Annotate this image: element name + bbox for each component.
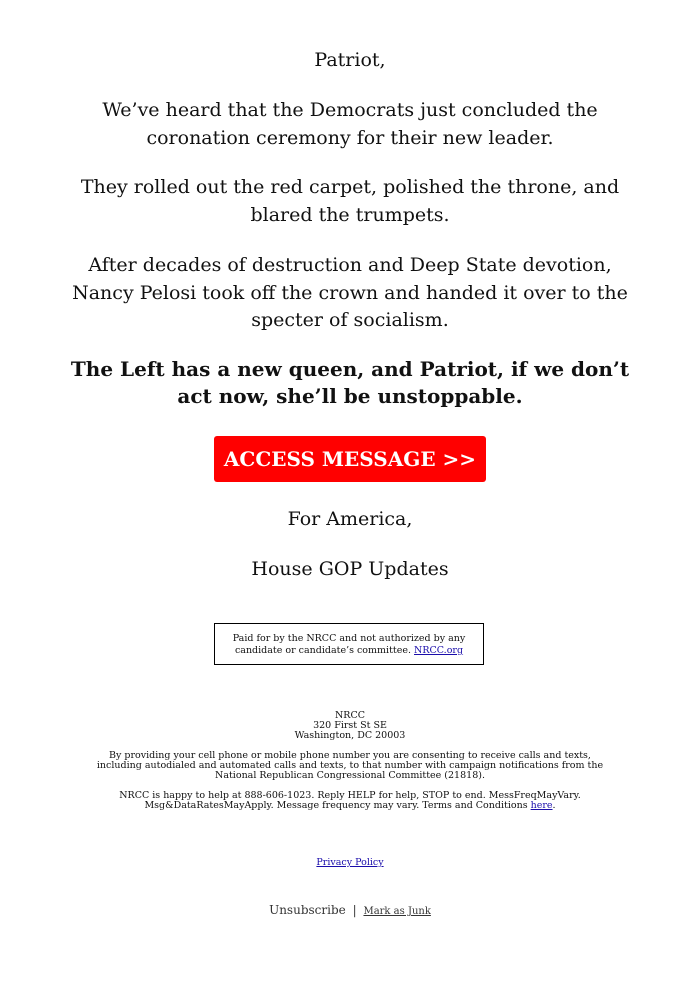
signature: House GOP Updates [251, 558, 449, 580]
help-end: . [552, 800, 556, 811]
sms-consent-text: By providing your cell phone or mobile phone number you are consenting to receive calls and texts, including autodialed and automated calls and texts, to that number with campaign notifications from the National Republican Congressional Committee (21818). [96, 750, 604, 781]
paragraph-pelosi: After decades of destruction and Deep State devotion, Nancy Pelosi took off the crown and handed it over to the specter of socialism. [72, 254, 628, 331]
address-org: NRCC [334, 710, 365, 721]
paragraph-coronation: We’ve heard that the Democrats just concluded the coronation ceremony for their new leader. [102, 99, 598, 149]
footer-separator: | [352, 903, 357, 917]
paragraph-red-carpet: They rolled out the red carpet, polished the throne, and blared the trumpets. [80, 176, 620, 226]
greeting: Patriot, [314, 49, 386, 71]
mailing-address [95, 711, 605, 741]
disclaimer-text: Paid for by the NRCC and not authorized by any candidate or candidate’s committee. [232, 633, 466, 656]
terms-here-link[interactable]: here [530, 800, 553, 811]
bold-paragraph: The Left has a new queen, and Patriot, if we don’t act now, she’ll be unstoppable. [70, 357, 630, 408]
signoff: For America, [287, 508, 413, 530]
paid-for-disclaimer [214, 623, 484, 665]
unsubscribe-link[interactable]: Unsubscribe [269, 903, 346, 917]
help-body: NRCC is happy to help at 888-606-1023. Reply HELP for help, STOP to end. MessFreqMayVary. Msg&DataRatesMayApply. Message frequency may vary. Terms and Conditions [119, 790, 581, 811]
privacy-row [0, 857, 700, 868]
nrcc-link[interactable]: NRCC.org [414, 644, 464, 656]
help-text [95, 791, 605, 811]
privacy-policy-link[interactable]: Privacy Policy [316, 857, 384, 868]
footer [0, 903, 700, 917]
address-street: 320 First St SE [313, 720, 387, 731]
access-message-button[interactable]: ACCESS MESSAGE >> [214, 436, 486, 482]
address-city: Washington, DC 20003 [294, 730, 406, 741]
mark-as-junk-link[interactable]: Mark as Junk [363, 906, 431, 917]
